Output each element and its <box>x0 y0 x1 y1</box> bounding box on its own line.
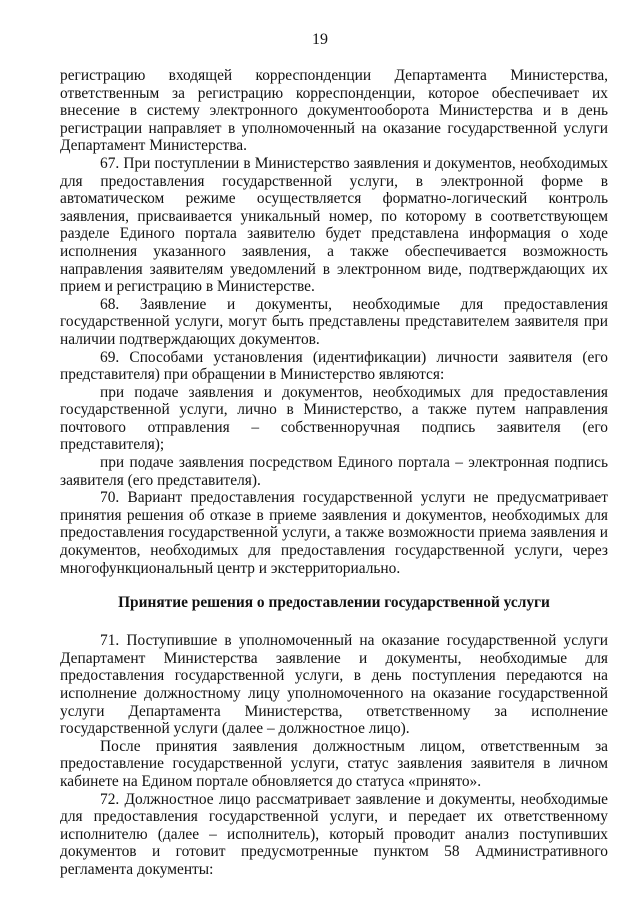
paragraph-71-status: После принятия заявления должностным лицом, ответственным за предоставление государственной услуги, статус заявления заявителя в личном кабинете на Едином портале обновляется до статуса «принято». <box>60 737 608 790</box>
page-number: 19 <box>312 31 328 48</box>
paragraph-68: 68. Заявление и документы, необходимые для предоставления государственной услуги, могут быть представлены представителем заявителя при наличии подтверждающих документов. <box>60 295 608 348</box>
paragraph-71: 71. Поступившие в уполномоченный на оказание государственной услуги Департамент Министерства заявление и документы, необходимые для предоставления государственной услуги, в день поступления передаются на исполнение должностному лицу уполномоченного на оказание государственной услуги Департамента Министерства, ответственному за исполнение государственной услуги (далее – должностное лицо). <box>60 632 608 738</box>
section-heading: Принятие решения о предоставлении государственной услуги <box>118 594 550 612</box>
document-body <box>60 67 608 879</box>
paragraph-continuation: регистрацию входящей корреспонденции Департамента Министерства, ответственным за регистрацию корреспонденции, которое обеспечивает их внесение в систему электронного документооборота Министерства и в день регистрации направляет в уполномоченный на оказание государственной услуги Департамент Министерства. <box>60 67 608 155</box>
paragraph-72: 72. Должностное лицо рассматривает заявление и документы, необходимые для предоставления государственной услуги, и передает их ответственному исполнителю (далее – исполнитель), который проводит анализ поступивших документов и готовит предусмотренные пунктом 58 Административного регламента документы: <box>60 790 608 878</box>
paragraph-69: 69. Способами установления (идентификации) личности заявителя (его представителя) при обращении в Министерство являются: <box>60 348 608 384</box>
paragraph-69-item-portal: при подаче заявления посредством Единого портала – электронная подпись заявителя (его представителя). <box>60 454 608 489</box>
paragraph-69-item-in-person: при подаче заявления и документов, необходимых для предоставления государственной услуги, лично в Министерство, а также путем направления почтового отправления – собственноручная подпись заявителя (его представителя); <box>60 383 608 454</box>
paragraph-67: 67. При поступлении в Министерство заявления и документов, необходимых для предоставления государственной услуги, в электронной форме в автоматическом режиме осуществляется форматно-логический контроль заявления, присваивается уникальный номер, по которому в соответствующем разделе Единого портала заявителю будет представлена информация о ходе исполнения указанного заявления, а также обеспечивается возможность направления заявителям уведомлений в электронном виде, подтверждающих их прием и регистрацию в Министерстве. <box>60 154 608 296</box>
paragraph-70: 70. Вариант предоставления государственной услуги не предусматривает принятия решения об отказе в приеме заявления и документов, необходимых для предоставления государственной услуги, а также возможности приема заявления и документов, необходимых для предоставления государственной услуги, через многофункциональный центр и экстерриториально. <box>60 489 608 577</box>
